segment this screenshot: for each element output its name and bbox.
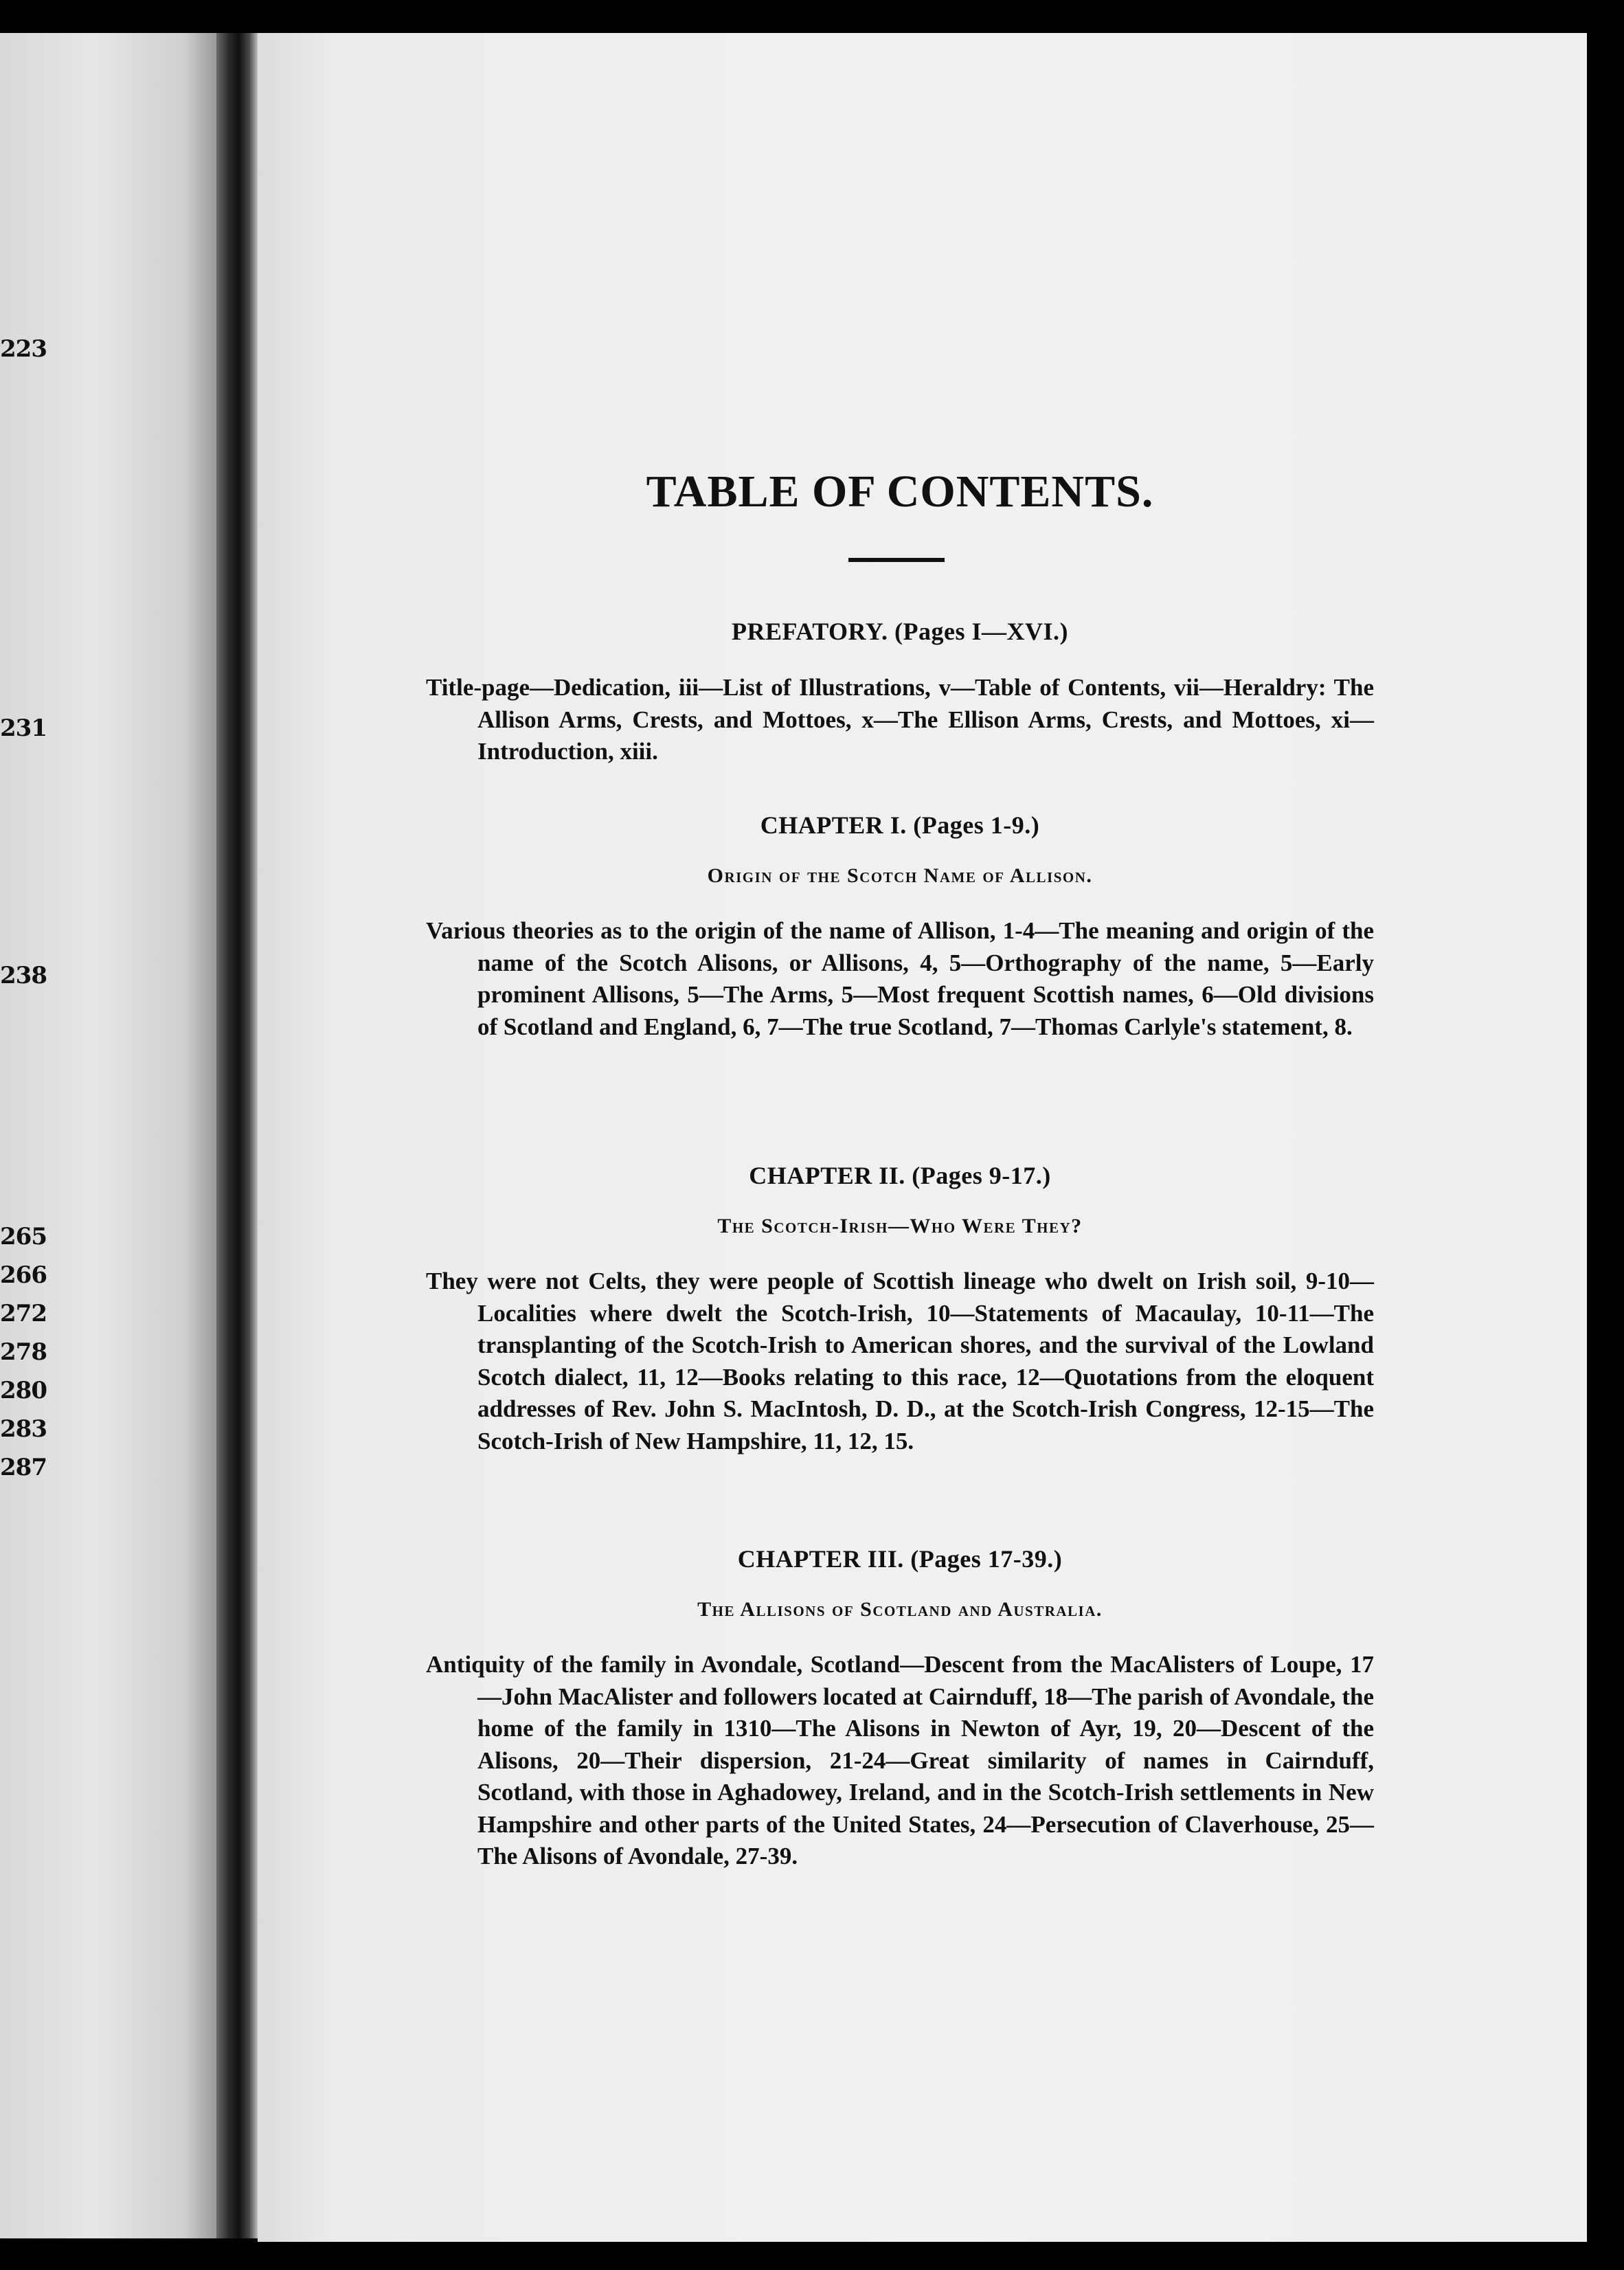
margin-page-number: 272 xyxy=(0,1300,47,1327)
prefatory-entry: Title-page—Dedication, iii—List of Illustrations, v—Table of Contents, vii—Heraldry: The Allison Arms, Crests, and Mottoes, x—The Ellison Arms, Crests, and Mottoes, xi—Introduction, xiii. xyxy=(426,674,1374,765)
chapter-3-heading: CHAPTER III. (Pages 17-39.) xyxy=(737,1545,1063,1573)
title-rule xyxy=(848,558,945,562)
left-page-margin-numbers xyxy=(0,0,55,2270)
margin-page-number: 238 xyxy=(0,962,47,989)
margin-page-number: 287 xyxy=(0,1454,47,1481)
page-title: TABLE OF CONTENTS. xyxy=(646,467,1154,517)
chapter-1-subheading: Origin of the Scotch Name of Allison. xyxy=(707,864,1093,887)
margin-page-number: 280 xyxy=(0,1377,47,1404)
margin-page-number: 265 xyxy=(0,1223,47,1250)
chapter-2-heading: CHAPTER II. (Pages 9-17.) xyxy=(749,1162,1051,1189)
margin-page-number: 266 xyxy=(0,1261,47,1289)
margin-page-number: 283 xyxy=(0,1415,47,1443)
margin-page-number: 278 xyxy=(0,1338,47,1366)
margin-page-number: 223 xyxy=(0,335,47,363)
prefatory-heading: PREFATORY. (Pages I—XVI.) xyxy=(732,618,1068,645)
margin-page-number: 231 xyxy=(0,715,47,742)
book-gutter xyxy=(216,33,258,2238)
chapter-3-entry: Antiquity of the family in Avondale, Scotland—Descent from the MacAlisters of Loupe, 17—John MacAlister and followers located at Cairnduff, 18—The parish of Avondale, the home of the family in 1310—The Alisons in Newton of Ayr, 19, 20—Descent of the Alisons, 20—Their dispersion, 21-24—Great similarity of names in Cairnduff, Scotland, with those in Aghadowey, Ireland, and in the Scotch-Irish settlements in New Hampshire and other parts of the United States, 24—Persecution of Claverhouse, 25—The Alisons of Avondale, 27-39. xyxy=(426,1651,1374,1869)
chapter-2-subheading: The Scotch-Irish—Who Were They? xyxy=(717,1215,1083,1237)
chapter-2-entry: They were not Celts, they were people of Scottish lineage who dwelt on Irish soil, 9-10—Localities where dwelt the Scotch-Irish, 10—Statements of Macaulay, 10-11—The transplanting of the Scotch-Irish to American shores, and the survival of the Lowland Scotch dialect, 11, 12—Books relating to this race, 12—Quotations from the eloquent addresses of Rev. John S. MacIntosh, D. D., at the Scotch-Irish Congress, 12-15—The Scotch-Irish of New Hampshire, 11, 12, 15. xyxy=(426,1268,1374,1454)
chapter-3-subheading: The Allisons of Scotland and Australia. xyxy=(697,1598,1103,1621)
chapter-1-entry: Various theories as to the origin of the name of Allison, 1-4—The meaning and origin of the name of the Scotch Alisons, or Allisons, 4, 5—Orthography of the name, 5—Early prominent Allisons, 5—The Arms, 5—Most frequent Scottish names, 6—Old divisions of Scotland and England, 6, 7—The true Scotland, 7—Thomas Carlyle's statement, 8. xyxy=(426,917,1374,1040)
right-page xyxy=(258,33,1587,2242)
chapter-1-heading: CHAPTER I. (Pages 1-9.) xyxy=(760,811,1040,839)
